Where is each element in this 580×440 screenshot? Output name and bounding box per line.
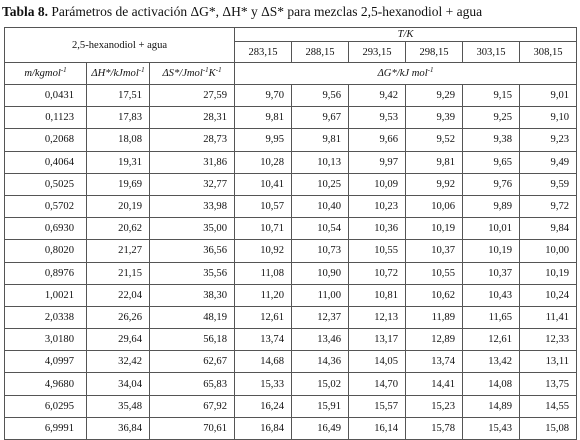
table-row <box>5 284 577 306</box>
table-cell: 14,41 <box>406 373 463 395</box>
temperature-cell: 293,15 <box>349 42 406 63</box>
table-row <box>5 195 577 217</box>
table-cell: 13,17 <box>349 329 406 351</box>
table-cell: 9,84 <box>520 218 577 240</box>
table-row <box>5 240 577 262</box>
table-cell: 9,25 <box>463 107 520 129</box>
table-cell: 15,02 <box>292 373 349 395</box>
table-cell: 9,49 <box>520 151 577 173</box>
table-cell: 11,65 <box>463 306 520 328</box>
table-cell: 12,61 <box>235 306 292 328</box>
table-cell: 10,23 <box>349 195 406 217</box>
table-cell: 4,0997 <box>5 351 87 373</box>
table-cell: 10,19 <box>463 240 520 262</box>
table-cell: 9,67 <box>292 107 349 129</box>
table-cell: 9,01 <box>520 85 577 107</box>
table-cell: 10,00 <box>520 240 577 262</box>
table-cell: 19,31 <box>87 151 150 173</box>
table-cell: 13,74 <box>406 351 463 373</box>
table-cell: 36,56 <box>150 240 235 262</box>
table-cell: 15,23 <box>406 395 463 417</box>
table-row <box>5 218 577 240</box>
table-cell: 33,98 <box>150 195 235 217</box>
temperature-cell: 303,15 <box>463 42 520 63</box>
table-cell: 17,83 <box>87 107 150 129</box>
table-cell: 10,72 <box>349 262 406 284</box>
table-cell: 9,89 <box>463 195 520 217</box>
table-cell: 10,09 <box>349 173 406 195</box>
table-cell: 12,89 <box>406 329 463 351</box>
table-row <box>5 351 577 373</box>
table-cell: 10,06 <box>406 195 463 217</box>
table-cell: 16,84 <box>235 417 292 439</box>
table-cell: 10,73 <box>292 240 349 262</box>
table-cell: 10,19 <box>406 218 463 240</box>
table-cell: 35,56 <box>150 262 235 284</box>
table-row <box>5 373 577 395</box>
table-cell: 9,76 <box>463 173 520 195</box>
table-cell: 9,10 <box>520 107 577 129</box>
table-cell: 36,84 <box>87 417 150 439</box>
table-cell: 9,39 <box>406 107 463 129</box>
temperature-cell: 283,15 <box>235 42 292 63</box>
table-cell: 0,0431 <box>5 85 87 107</box>
table-cell: 19,69 <box>87 173 150 195</box>
table-row <box>5 395 577 417</box>
table-cell: 9,81 <box>235 107 292 129</box>
table-cell: 9,29 <box>406 85 463 107</box>
table-cell: 11,00 <box>292 284 349 306</box>
table-cell: 20,19 <box>87 195 150 217</box>
caption-label: Tabla 8. <box>2 4 49 19</box>
table-cell: 14,08 <box>463 373 520 395</box>
table-cell: 10,28 <box>235 151 292 173</box>
table-cell: 10,90 <box>292 262 349 284</box>
table-cell: 22,04 <box>87 284 150 306</box>
table-cell: 11,08 <box>235 262 292 284</box>
table-cell: 9,66 <box>349 129 406 151</box>
table-cell: 12,13 <box>349 306 406 328</box>
table-cell: 9,53 <box>349 107 406 129</box>
column-header-row <box>5 63 577 85</box>
table-cell: 14,89 <box>463 395 520 417</box>
table-cell: 9,81 <box>406 151 463 173</box>
table-row <box>5 173 577 195</box>
table-cell: 2,0338 <box>5 306 87 328</box>
table-cell: 0,6930 <box>5 218 87 240</box>
table-cell: 9,15 <box>463 85 520 107</box>
table-cell: 15,78 <box>406 417 463 439</box>
table-cell: 0,8976 <box>5 262 87 284</box>
table-cell: 14,36 <box>292 351 349 373</box>
table-cell: 1,0021 <box>5 284 87 306</box>
table-cell: 15,08 <box>520 417 577 439</box>
table-cell: 13,75 <box>520 373 577 395</box>
table-cell: 62,67 <box>150 351 235 373</box>
header-molality: m/kgmol$^{-1}$ <box>5 63 87 85</box>
table-row <box>5 417 577 439</box>
table-cell: 10,62 <box>406 284 463 306</box>
table-cell: 14,68 <box>235 351 292 373</box>
table-cell: 13,46 <box>292 329 349 351</box>
table-cell: 6,0295 <box>5 395 87 417</box>
table-cell: 34,04 <box>87 373 150 395</box>
table-cell: 48,19 <box>150 306 235 328</box>
caption-text: Parámetros de activación ΔG*, ΔH* y ΔS* para mezclas 2,5-hexanodiol + agua <box>51 4 483 19</box>
table-cell: 13,74 <box>235 329 292 351</box>
table-cell: 0,2068 <box>5 129 87 151</box>
table-cell: 9,59 <box>520 173 577 195</box>
table-cell: 10,37 <box>406 240 463 262</box>
table-cell: 14,55 <box>520 395 577 417</box>
table-cell: 12,37 <box>292 306 349 328</box>
table-cell: 18,08 <box>87 129 150 151</box>
table-cell: 10,40 <box>292 195 349 217</box>
table-cell: 12,61 <box>463 329 520 351</box>
table-row <box>5 151 577 173</box>
table-cell: 15,33 <box>235 373 292 395</box>
table-row <box>5 85 577 107</box>
temperature-header: T/K <box>235 28 577 42</box>
table-cell: 10,54 <box>292 218 349 240</box>
table-cell: 26,26 <box>87 306 150 328</box>
table-cell: 10,71 <box>235 218 292 240</box>
table-cell: 14,05 <box>349 351 406 373</box>
table-cell: 13,11 <box>520 351 577 373</box>
table-cell: 15,91 <box>292 395 349 417</box>
table-cell: 9,23 <box>520 129 577 151</box>
table-cell: 9,97 <box>349 151 406 173</box>
table-cell: 15,57 <box>349 395 406 417</box>
table-cell: 10,25 <box>292 173 349 195</box>
table-cell: 31,86 <box>150 151 235 173</box>
table-cell: 10,36 <box>349 218 406 240</box>
table-cell: 10,01 <box>463 218 520 240</box>
table-cell: 10,13 <box>292 151 349 173</box>
temperature-cell: 308,15 <box>520 42 577 63</box>
table-cell: 14,70 <box>349 373 406 395</box>
table-cell: 0,4064 <box>5 151 87 173</box>
table-cell: 12,33 <box>520 329 577 351</box>
table-cell: 9,38 <box>463 129 520 151</box>
table-cell: 11,89 <box>406 306 463 328</box>
table-cell: 20,62 <box>87 218 150 240</box>
header-entropy: $\Delta S*/Jmol^{-1}K^{-1}$ <box>150 63 235 85</box>
table-cell: 32,77 <box>150 173 235 195</box>
table-cell: 9,42 <box>349 85 406 107</box>
table-cell: 67,92 <box>150 395 235 417</box>
table-row <box>5 306 577 328</box>
table-cell: 9,95 <box>235 129 292 151</box>
table-cell: 9,56 <box>292 85 349 107</box>
table-cell: 3,0180 <box>5 329 87 351</box>
table-cell: 70,61 <box>150 417 235 439</box>
table-cell: 9,70 <box>235 85 292 107</box>
table-cell: 9,92 <box>406 173 463 195</box>
table-cell: 65,83 <box>150 373 235 395</box>
table-cell: 10,41 <box>235 173 292 195</box>
table-cell: 0,5702 <box>5 195 87 217</box>
table-cell: 56,18 <box>150 329 235 351</box>
table-cell: 29,64 <box>87 329 150 351</box>
table-cell: 38,30 <box>150 284 235 306</box>
table-cell: 17,51 <box>87 85 150 107</box>
table-caption <box>2 4 482 20</box>
table-cell: 0,1123 <box>5 107 87 129</box>
table-cell: 32,42 <box>87 351 150 373</box>
table-cell: 10,43 <box>463 284 520 306</box>
table-cell: 28,31 <box>150 107 235 129</box>
table-cell: 11,41 <box>520 306 577 328</box>
table-row <box>5 129 577 151</box>
table-cell: 9,72 <box>520 195 577 217</box>
temperature-cell: 288,15 <box>292 42 349 63</box>
table-cell: 28,73 <box>150 129 235 151</box>
table-cell: 16,24 <box>235 395 292 417</box>
group-label: 2,5-hexanodiol + agua <box>71 39 168 51</box>
table-cell: 4,9680 <box>5 373 87 395</box>
table-row <box>5 262 577 284</box>
table-cell: 13,42 <box>463 351 520 373</box>
header-enthalpy: ΔH*/kJmol$^{-1}$ <box>87 63 150 85</box>
table-cell: 9,52 <box>406 129 463 151</box>
table-row <box>5 329 577 351</box>
table-cell: 10,57 <box>235 195 292 217</box>
table-cell: 16,49 <box>292 417 349 439</box>
table-cell: 0,8020 <box>5 240 87 262</box>
table-cell: 10,55 <box>349 240 406 262</box>
table-cell: 11,20 <box>235 284 292 306</box>
activation-parameters-table <box>4 27 577 440</box>
table-cell: 27,59 <box>150 85 235 107</box>
table-cell: 0,5025 <box>5 173 87 195</box>
header-gibbs: ΔG*/kJ mol$^{-1}$ <box>235 63 577 85</box>
group-label-cell <box>5 28 235 63</box>
table-cell: 9,81 <box>292 129 349 151</box>
table-cell: 6,9991 <box>5 417 87 439</box>
table-cell: 10,55 <box>406 262 463 284</box>
table-cell: 10,24 <box>520 284 577 306</box>
table-cell: 10,19 <box>520 262 577 284</box>
table-row <box>5 107 577 129</box>
temperature-cell: 298,15 <box>406 42 463 63</box>
table-cell: 9,65 <box>463 151 520 173</box>
table-cell: 35,00 <box>150 218 235 240</box>
table-cell: 35,48 <box>87 395 150 417</box>
table-cell: 21,15 <box>87 262 150 284</box>
table-cell: 10,92 <box>235 240 292 262</box>
table-cell: 10,81 <box>349 284 406 306</box>
table-cell: 21,27 <box>87 240 150 262</box>
table-cell: 16,14 <box>349 417 406 439</box>
table-cell: 10,37 <box>463 262 520 284</box>
table-cell: 15,43 <box>463 417 520 439</box>
